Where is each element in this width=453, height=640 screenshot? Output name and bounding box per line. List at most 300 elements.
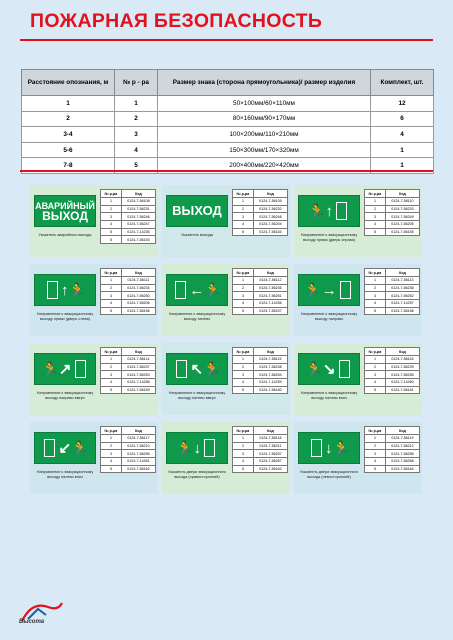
code-cell: 0124-7-56231	[121, 205, 155, 213]
size-number-cell: 4	[365, 221, 386, 229]
code-table-header	[233, 190, 288, 198]
size-number-cell: 5	[365, 465, 386, 473]
sign-card	[30, 185, 158, 257]
header-distance: Расстояние опознания, м	[22, 70, 115, 96]
code-cell: 0124-7-56204	[253, 221, 287, 229]
code-table	[364, 189, 420, 236]
header-code: Код	[253, 348, 287, 356]
code-row	[101, 213, 156, 221]
distance-cell: 3-4	[22, 127, 115, 143]
code-table	[100, 347, 156, 394]
size-number-cell: 2	[365, 284, 386, 292]
size-number-cell: 3	[365, 371, 386, 379]
code-row	[233, 356, 288, 364]
code-row	[365, 307, 420, 315]
dimensions-cell: 150×300мм/170×320мм	[158, 142, 371, 158]
code-cell: 0124-7-56258	[385, 450, 419, 458]
code-cell: 0124-7-56238	[253, 363, 287, 371]
size-number-cell: 5	[101, 236, 122, 244]
code-cell: 0124-7-56210	[121, 442, 155, 450]
code-row	[101, 363, 156, 371]
code-table-header	[365, 269, 420, 277]
code-row	[233, 221, 288, 229]
distance-cell: 7-8	[22, 158, 115, 174]
sign-caption: Направление к эвакуационному выходу налево вниз	[300, 391, 358, 400]
set-count-cell: 4	[371, 127, 434, 143]
code-cell: 0124-7-56119	[385, 435, 419, 443]
size-number-cell: 2	[233, 363, 254, 371]
exit-sign-icon: ← 🏃	[166, 274, 228, 306]
set-count-cell: 1	[371, 158, 434, 174]
size-number-cell: 1	[365, 435, 386, 443]
size-number-cell: 2	[115, 111, 158, 127]
size-number-cell: 4	[365, 379, 386, 387]
header-code: Код	[253, 269, 287, 277]
code-row	[101, 236, 156, 244]
size-number-cell: 1	[101, 435, 122, 443]
code-row	[233, 458, 288, 466]
set-count-cell: 1	[371, 142, 434, 158]
size-number-cell: 2	[233, 284, 254, 292]
code-cell: 0124-7-56252	[385, 292, 419, 300]
size-number-cell: 4	[101, 300, 122, 308]
code-table-header	[233, 427, 288, 435]
code-cell: 0124-7-56232	[253, 205, 287, 213]
code-row	[101, 292, 156, 300]
sign-card	[162, 343, 290, 415]
code-cell: 0124-7-56211	[253, 442, 287, 450]
code-cell: 0124-7-56113	[385, 277, 419, 285]
size-number-cell: 4	[233, 379, 254, 387]
distance-cell: 2	[22, 111, 115, 127]
code-row	[101, 307, 156, 315]
section-rule	[20, 170, 433, 172]
code-row	[233, 205, 288, 213]
code-table-header	[101, 348, 156, 356]
header-size-number: № р-ра	[233, 269, 254, 277]
code-cell: 0124-7-56239	[385, 363, 419, 371]
code-cell: 0124-7-56111	[121, 277, 155, 285]
code-cell: 0124-7-14260	[385, 379, 419, 387]
size-number-cell: 4	[101, 221, 122, 229]
size-number-cell: 5	[233, 465, 254, 473]
exit-sign-icon: ↑ 🏃	[34, 274, 96, 306]
size-number-cell: 3	[365, 213, 386, 221]
code-row	[365, 465, 420, 473]
size-number-cell: 3	[101, 292, 122, 300]
table-row	[22, 142, 434, 158]
code-table-header	[233, 269, 288, 277]
size-number-cell: 3	[101, 371, 122, 379]
size-number-cell: 4	[233, 221, 254, 229]
dimensions-cell: 80×160мм/90×170мм	[158, 111, 371, 127]
sign-card	[30, 264, 158, 336]
size-number-cell: 2	[233, 442, 254, 450]
code-row	[365, 386, 420, 394]
sign-caption: Направление к эвакуационному выходу прямо (дверь слева)	[36, 312, 94, 321]
sign-card	[162, 185, 290, 257]
code-cell: 0124-7-56247	[121, 221, 155, 229]
header-size-number: № р-ра	[365, 269, 386, 277]
code-cell: 0124-7-56212	[385, 442, 419, 450]
code-row	[365, 221, 420, 229]
code-row	[101, 442, 156, 450]
distance-cell: 1	[22, 96, 115, 112]
code-cell: 0124-7-14259	[253, 379, 287, 387]
size-number-cell: 4	[101, 379, 122, 387]
sign-caption: Указатель выхода	[181, 233, 213, 237]
sign-caption: Указатель аварийного выхода	[38, 233, 92, 237]
header-code: Код	[121, 427, 155, 435]
size-number-cell: 3	[115, 127, 158, 143]
sign-caption: Направление к эвакуационному выходу прямо (дверь справа)	[300, 233, 358, 242]
size-number-cell: 4	[101, 458, 122, 466]
code-cell: 0124-7-14258	[121, 379, 155, 387]
sign-card	[30, 343, 158, 415]
code-row	[233, 292, 288, 300]
code-cell: 0124-7-56118	[253, 435, 287, 443]
table-row	[22, 96, 434, 112]
size-number-cell: 3	[365, 292, 386, 300]
code-row	[101, 371, 156, 379]
code-row	[365, 292, 420, 300]
code-row	[233, 277, 288, 285]
size-number-cell: 1	[233, 356, 254, 364]
size-number-cell: 5	[365, 228, 386, 236]
code-table-header	[101, 269, 156, 277]
exit-sign-icon: ↓ 🏃	[298, 432, 360, 464]
sign-card	[162, 264, 290, 336]
code-cell: 0124-7-56246	[121, 213, 155, 221]
code-row	[365, 442, 420, 450]
code-cell: 0124-7-56248	[253, 213, 287, 221]
code-row	[233, 435, 288, 443]
code-row	[233, 198, 288, 206]
sign-caption: Направление к эвакуационному выходу направо	[300, 312, 358, 321]
exit-sign-icon: 🏃 →	[298, 274, 360, 306]
size-number-cell: 3	[233, 292, 254, 300]
code-row	[365, 300, 420, 308]
sign-text: АВАРИЙНЫЙ ВЫХОД	[35, 200, 95, 223]
code-row	[233, 442, 288, 450]
sign-card	[294, 185, 422, 257]
code-row	[233, 371, 288, 379]
code-cell: 0124-7-56268	[385, 458, 419, 466]
set-count-cell: 12	[371, 96, 434, 112]
size-number-cell: 5	[101, 228, 122, 236]
code-row	[101, 284, 156, 292]
table-row	[22, 111, 434, 127]
size-number-cell: 2	[233, 205, 254, 213]
header-code: Код	[121, 348, 155, 356]
code-cell: 0124-7-14257	[385, 300, 419, 308]
code-cell: 0124-7-56250	[121, 292, 155, 300]
code-row	[365, 213, 420, 221]
code-cell: 0124-7-56115	[253, 356, 287, 364]
exit-sign-icon: ↙ 🏃	[34, 432, 96, 464]
sign-card	[162, 422, 290, 494]
size-number-cell: 2	[101, 284, 122, 292]
code-cell: 0124-7-56236	[385, 284, 419, 292]
sign-card	[294, 422, 422, 494]
header-size-number: № р-ра	[365, 190, 386, 198]
size-number-cell: 4	[115, 142, 158, 158]
size-number-cell: 1	[233, 277, 254, 285]
code-table	[364, 268, 420, 315]
size-number-cell: 4	[233, 300, 254, 308]
set-count-cell: 6	[371, 111, 434, 127]
code-row	[101, 450, 156, 458]
code-table	[232, 268, 288, 315]
exit-sign-icon: ↖ 🏃	[166, 353, 228, 385]
size-number-cell: 2	[365, 363, 386, 371]
header-dimensions: Размер знака (сторона прямоугольника)/ размер изделия	[158, 70, 371, 96]
size-number-cell: 1	[365, 198, 386, 206]
code-cell: 0124-7-56154	[253, 228, 287, 236]
size-number-cell: 1	[365, 356, 386, 364]
size-number-cell: 1	[101, 277, 122, 285]
size-number-cell: 5	[233, 386, 254, 394]
code-row	[101, 198, 156, 206]
size-number-cell: 1	[365, 277, 386, 285]
header-code: Код	[385, 190, 419, 198]
code-cell: 0124-7-56254	[253, 371, 287, 379]
code-cell: 0124-7-56153	[121, 236, 155, 244]
code-table	[364, 426, 420, 473]
code-row	[233, 379, 288, 387]
brand-logo-text: Высота	[19, 619, 45, 625]
header-size-number: № р-ра	[233, 190, 254, 198]
code-table	[100, 268, 156, 315]
size-number-cell: 3	[101, 450, 122, 458]
code-table-header	[365, 190, 420, 198]
size-number-cell: 3	[365, 450, 386, 458]
code-row	[365, 435, 420, 443]
code-row	[101, 221, 156, 229]
header-size-number: № р-ра	[365, 427, 386, 435]
code-cell: 0124-7-56114	[121, 356, 155, 364]
code-row	[365, 371, 420, 379]
code-cell: 0124-7-56257	[253, 450, 287, 458]
size-number-cell: 2	[365, 205, 386, 213]
code-row	[233, 284, 288, 292]
header-code: Код	[253, 427, 287, 435]
exit-sign-icon: 🏃 ↓	[166, 432, 228, 464]
exit-sign-icon	[34, 195, 96, 227]
code-table-header	[233, 348, 288, 356]
code-row	[101, 386, 156, 394]
code-table-header	[365, 427, 420, 435]
code-row	[101, 205, 156, 213]
code-row	[233, 363, 288, 371]
sign-text: ВЫХОД	[172, 203, 222, 218]
exit-sign-icon: 🏃 ↑	[298, 195, 360, 227]
size-number-cell: 2	[101, 442, 122, 450]
header-size-number: № р-ра	[101, 348, 122, 356]
code-table-header	[365, 348, 420, 356]
code-cell: 0124-7-56206	[121, 300, 155, 308]
code-cell: 0124-7-14256	[253, 300, 287, 308]
code-table	[100, 426, 156, 473]
code-cell: 0124-7-56234	[121, 284, 155, 292]
table-header-row	[22, 70, 434, 96]
size-table	[21, 69, 434, 174]
code-table	[100, 189, 156, 244]
size-number-cell: 4	[365, 458, 386, 466]
exit-sign-icon	[166, 195, 228, 227]
code-row	[233, 307, 288, 315]
size-number-cell: 5	[365, 386, 386, 394]
code-cell: 0124-7-56159	[121, 386, 155, 394]
header-code: Код	[385, 427, 419, 435]
code-row	[101, 356, 156, 364]
header-code: Код	[385, 348, 419, 356]
code-table-header	[101, 190, 156, 198]
code-row	[233, 386, 288, 394]
code-cell: 0124-7-56157	[253, 307, 287, 315]
code-cell: 0124-7-56112	[253, 277, 287, 285]
code-row	[365, 458, 420, 466]
code-cell: 0124-7-14261	[121, 458, 155, 466]
code-cell: 0124-7-56160	[253, 386, 287, 394]
code-row	[233, 213, 288, 221]
code-cell: 0124-7-56116	[385, 356, 419, 364]
code-row	[233, 300, 288, 308]
size-number-cell: 5	[233, 228, 254, 236]
size-number-cell: 5	[101, 307, 122, 315]
size-number-cell: 5	[365, 307, 386, 315]
size-number-cell: 1	[101, 198, 122, 206]
code-cell: 0124-7-56161	[385, 386, 419, 394]
code-row	[365, 228, 420, 236]
size-number-cell: 3	[233, 371, 254, 379]
distance-cell: 5-6	[22, 142, 115, 158]
code-cell: 0124-7-56109	[253, 198, 287, 206]
header-size-number: № р-ра	[101, 190, 122, 198]
exit-sign-icon: 🏃 ↗	[34, 353, 96, 385]
code-cell: 0124-7-56156	[121, 307, 155, 315]
sign-caption: Направление к эвакуационному выходу налево вниз	[36, 470, 94, 479]
header-code: Код	[121, 190, 155, 198]
code-row	[101, 458, 156, 466]
sign-card	[294, 264, 422, 336]
code-row	[365, 450, 420, 458]
sign-caption: Указатель двери эвакуационного выхода (правосторонний)	[167, 470, 227, 479]
size-number-cell: 3	[233, 213, 254, 221]
sign-card	[294, 343, 422, 415]
header-size-number: № р-ра	[101, 269, 122, 277]
code-cell: 0124-7-56162	[121, 465, 155, 473]
size-number-cell: 3	[233, 450, 254, 458]
dimensions-cell: 200×400мм/220×420мм	[158, 158, 371, 174]
header-size-number: № р - ра	[115, 70, 158, 96]
code-table	[364, 347, 420, 394]
code-cell: 0124-7-56253	[121, 371, 155, 379]
header-code: Код	[121, 269, 155, 277]
code-cell: 0124-7-56233	[385, 205, 419, 213]
code-cell: 0124-7-56164	[385, 465, 419, 473]
header-size-number: № р-ра	[365, 348, 386, 356]
size-number-cell: 1	[115, 96, 158, 112]
sign-caption: Направление к эвакуационному выходу направо вверх	[36, 391, 94, 400]
code-cell: 0124-7-14235	[121, 228, 155, 236]
sign-caption: Направление к эвакуационному выходу налево вверх	[168, 391, 226, 400]
code-table	[232, 347, 288, 394]
sign-caption: Направление к эвакуационному выходу налево	[168, 312, 226, 321]
size-number-cell: 5	[101, 465, 122, 473]
code-row	[101, 435, 156, 443]
code-cell: 0124-7-56237	[121, 363, 155, 371]
code-table	[232, 189, 288, 236]
table-row	[22, 127, 434, 143]
code-cell: 0124-7-56163	[253, 465, 287, 473]
size-number-cell: 1	[233, 435, 254, 443]
code-row	[101, 277, 156, 285]
title-rule	[20, 39, 433, 41]
code-row	[365, 356, 420, 364]
code-row	[101, 465, 156, 473]
dimensions-cell: 50×100мм/60×110мм	[158, 96, 371, 112]
size-number-cell: 1	[233, 198, 254, 206]
code-row	[233, 465, 288, 473]
header-code: Код	[253, 190, 287, 198]
code-row	[365, 198, 420, 206]
header-code: Код	[385, 269, 419, 277]
code-row	[233, 228, 288, 236]
code-row	[365, 277, 420, 285]
code-cell: 0124-7-56205	[385, 221, 419, 229]
size-number-cell: 3	[101, 213, 122, 221]
code-row	[101, 379, 156, 387]
size-number-cell: 4	[233, 458, 254, 466]
code-cell: 0124-7-56110	[385, 198, 419, 206]
exit-sign-icon: 🏃 ↘	[298, 353, 360, 385]
sign-caption: Указатель двери эвакуационного выхода (левосторонний)	[299, 470, 359, 479]
size-number-cell: 5	[233, 307, 254, 315]
code-cell: 0124-7-56251	[253, 292, 287, 300]
size-number-cell: 5	[115, 158, 158, 174]
code-row	[233, 450, 288, 458]
size-number-cell: 1	[101, 356, 122, 364]
size-number-cell: 2	[101, 205, 122, 213]
size-number-cell: 5	[101, 386, 122, 394]
header-size-number: № р-ра	[101, 427, 122, 435]
size-number-cell: 4	[365, 300, 386, 308]
code-cell: 0124-7-56267	[253, 458, 287, 466]
page-title: ПОЖАРНАЯ БЕЗОПАСНОСТЬ	[30, 10, 323, 32]
code-row	[365, 363, 420, 371]
code-row	[365, 284, 420, 292]
header-set: Комплект, шт.	[371, 70, 434, 96]
header-size-number: № р-ра	[233, 348, 254, 356]
code-cell: 0124-7-56155	[385, 228, 419, 236]
code-cell: 0124-7-56108	[121, 198, 155, 206]
code-table	[232, 426, 288, 473]
size-number-cell: 2	[101, 363, 122, 371]
size-number-cell: 2	[365, 442, 386, 450]
code-cell: 0124-7-56158	[385, 307, 419, 315]
code-cell: 0124-7-56256	[121, 450, 155, 458]
code-row	[365, 205, 420, 213]
sign-card	[30, 422, 158, 494]
code-table-header	[101, 427, 156, 435]
code-cell: 0124-7-56117	[121, 435, 155, 443]
code-cell: 0124-7-56235	[253, 284, 287, 292]
dimensions-cell: 100×200мм/110×210мм	[158, 127, 371, 143]
code-row	[101, 228, 156, 236]
code-cell: 0124-7-56249	[385, 213, 419, 221]
code-cell: 0124-7-56255	[385, 371, 419, 379]
